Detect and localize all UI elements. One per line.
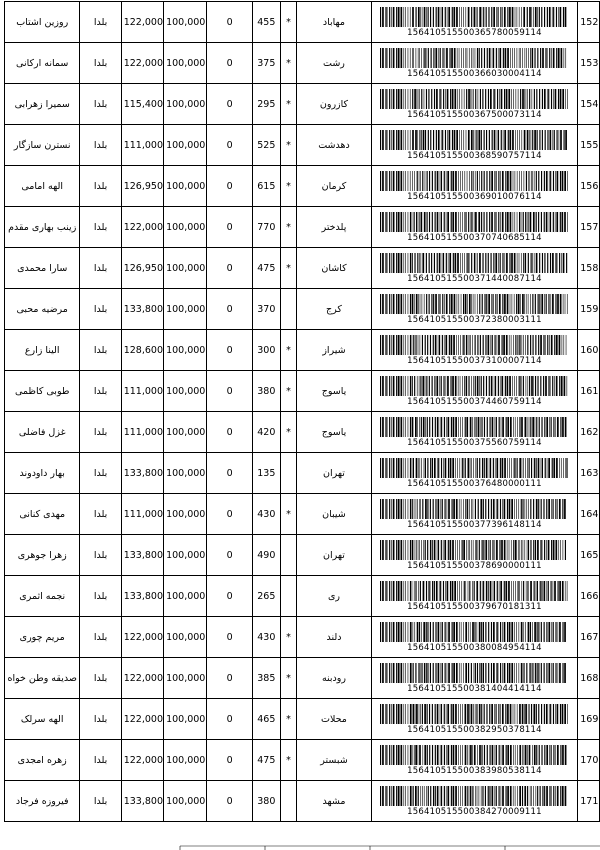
base-amount: 100,000 <box>164 494 207 535</box>
recipient-name: صدیقه وطن خواه <box>5 658 80 699</box>
weight-cell: 525 <box>252 125 280 166</box>
barcode-cell <box>371 576 578 617</box>
barcode-number: 156410515500382950378114 <box>407 724 542 735</box>
barcode-number: 156410515500372380003111 <box>407 314 542 325</box>
flag-cell <box>280 535 297 576</box>
base-amount: 100,000 <box>164 289 207 330</box>
weight-cell: 380 <box>252 781 280 822</box>
barcode-graphic <box>380 704 568 724</box>
flag-cell: * <box>280 371 297 412</box>
city-cell: رشت <box>297 43 371 84</box>
barcode-graphic <box>380 581 568 601</box>
recipient-name: بهار داودوند <box>5 453 80 494</box>
zero-cell: 0 <box>207 2 252 43</box>
row-number: 162 <box>578 412 600 453</box>
zero-cell: 0 <box>207 84 252 125</box>
city-cell: مشهد <box>297 781 371 822</box>
total-amount: 111,000 <box>121 371 163 412</box>
barcode-cell <box>371 412 578 453</box>
row-number: 154 <box>578 84 600 125</box>
barcode-graphic <box>380 499 568 519</box>
recipient-name: الینا زارع <box>5 330 80 371</box>
weight-cell: 385 <box>252 658 280 699</box>
barcode-graphic <box>380 171 568 191</box>
barcode-number: 156410515500368590757114 <box>407 150 542 161</box>
barcode-graphic <box>380 417 568 437</box>
status-cell: بلدا <box>80 576 121 617</box>
weight-cell: 490 <box>252 535 280 576</box>
barcode-graphic <box>380 253 568 273</box>
barcode-number: 156410515500377396148114 <box>407 519 542 530</box>
weight-cell: 370 <box>252 289 280 330</box>
status-cell: بلدا <box>80 412 121 453</box>
total-amount: 133,800 <box>121 453 163 494</box>
zero-cell: 0 <box>207 576 252 617</box>
table-row <box>5 658 600 699</box>
status-cell: بلدا <box>80 43 121 84</box>
total-amount: 122,000 <box>121 658 163 699</box>
flag-cell: * <box>280 494 297 535</box>
base-amount: 100,000 <box>164 412 207 453</box>
row-number: 167 <box>578 617 600 658</box>
zero-cell: 0 <box>207 248 252 289</box>
table-row <box>5 617 600 658</box>
row-number: 165 <box>578 535 600 576</box>
weight-cell: 420 <box>252 412 280 453</box>
flag-cell: * <box>280 740 297 781</box>
table-row <box>5 781 600 822</box>
barcode-cell <box>371 494 578 535</box>
status-cell: بلدا <box>80 248 121 289</box>
city-cell: تهران <box>297 535 371 576</box>
flag-cell: * <box>280 2 297 43</box>
barcode-cell <box>371 535 578 576</box>
barcode-number: 156410515500381404414114 <box>407 683 542 694</box>
total-amount: 133,800 <box>121 535 163 576</box>
row-number: 170 <box>578 740 600 781</box>
barcode-graphic <box>380 745 568 765</box>
weight-cell: 135 <box>252 453 280 494</box>
zero-cell: 0 <box>207 289 252 330</box>
barcode-cell <box>371 781 578 822</box>
table-row <box>5 43 600 84</box>
total-amount: 133,800 <box>121 289 163 330</box>
barcode-graphic <box>380 540 568 560</box>
recipient-name: مریم چوری <box>5 617 80 658</box>
barcode-cell <box>371 371 578 412</box>
recipient-name: سمیرا زهرابی <box>5 84 80 125</box>
barcode-number: 156410515500369010076114 <box>407 191 542 202</box>
total-amount: 122,000 <box>121 740 163 781</box>
zero-cell: 0 <box>207 207 252 248</box>
city-cell: کازرون <box>297 84 371 125</box>
base-amount: 100,000 <box>164 125 207 166</box>
total-amount: 111,000 <box>121 125 163 166</box>
base-amount: 100,000 <box>164 535 207 576</box>
recipient-name: غزل فاضلی <box>5 412 80 453</box>
barcode-number: 156410515500366030004114 <box>407 68 542 79</box>
row-number: 155 <box>578 125 600 166</box>
table-row <box>5 248 600 289</box>
status-cell: بلدا <box>80 658 121 699</box>
table-row <box>5 371 600 412</box>
city-cell: یاسوج <box>297 371 371 412</box>
row-number: 158 <box>578 248 600 289</box>
recipient-name: الهه سرلک <box>5 699 80 740</box>
recipient-name: زهره امجدی <box>5 740 80 781</box>
weight-cell: 300 <box>252 330 280 371</box>
status-cell: بلدا <box>80 740 121 781</box>
zero-cell: 0 <box>207 699 252 740</box>
total-amount: 133,800 <box>121 576 163 617</box>
barcode-cell <box>371 166 578 207</box>
status-cell: بلدا <box>80 207 121 248</box>
barcode-graphic <box>380 458 568 478</box>
recipient-name: سارا محمدی <box>5 248 80 289</box>
barcode-cell <box>371 43 578 84</box>
city-cell: محلات <box>297 699 371 740</box>
barcode-cell <box>371 658 578 699</box>
weight-cell: 380 <box>252 371 280 412</box>
row-number: 163 <box>578 453 600 494</box>
zero-cell: 0 <box>207 658 252 699</box>
zero-cell: 0 <box>207 412 252 453</box>
barcode-number: 156410515500379670181311 <box>407 601 542 612</box>
city-cell: دهدشت <box>297 125 371 166</box>
city-cell: رودبنه <box>297 658 371 699</box>
barcode-number: 156410515500370740685114 <box>407 232 542 243</box>
recipient-name: سمانه ارکانی <box>5 43 80 84</box>
zero-cell: 0 <box>207 371 252 412</box>
total-amount: 126,950 <box>121 248 163 289</box>
flag-cell: * <box>280 617 297 658</box>
table-row <box>5 207 600 248</box>
barcode-graphic <box>380 335 568 355</box>
weight-cell: 265 <box>252 576 280 617</box>
barcode-cell <box>371 453 578 494</box>
recipient-name: مرضیه محبی <box>5 289 80 330</box>
weight-cell: 430 <box>252 494 280 535</box>
barcode-cell <box>371 617 578 658</box>
base-amount: 100,000 <box>164 617 207 658</box>
status-cell: بلدا <box>80 289 121 330</box>
zero-cell: 0 <box>207 453 252 494</box>
page-footer-rule <box>0 844 600 850</box>
table-row <box>5 330 600 371</box>
zero-cell: 0 <box>207 740 252 781</box>
recipient-name: طوبی کاظمی <box>5 371 80 412</box>
table-row <box>5 166 600 207</box>
barcode-number: 156410515500367500073114 <box>407 109 542 120</box>
city-cell: دلند <box>297 617 371 658</box>
zero-cell: 0 <box>207 125 252 166</box>
table-row <box>5 2 600 43</box>
weight-cell: 770 <box>252 207 280 248</box>
base-amount: 100,000 <box>164 576 207 617</box>
barcode-cell <box>371 125 578 166</box>
city-cell: کرج <box>297 289 371 330</box>
table-row <box>5 84 600 125</box>
flag-cell: * <box>280 43 297 84</box>
recipient-name: روزین اشتاب <box>5 2 80 43</box>
barcode-cell <box>371 699 578 740</box>
barcode-number: 156410515500375560759114 <box>407 437 542 448</box>
table-row <box>5 535 600 576</box>
zero-cell: 0 <box>207 494 252 535</box>
total-amount: 111,000 <box>121 494 163 535</box>
table-row <box>5 699 600 740</box>
weight-cell: 375 <box>252 43 280 84</box>
barcode-graphic <box>380 7 568 27</box>
total-amount: 133,800 <box>121 781 163 822</box>
base-amount: 100,000 <box>164 453 207 494</box>
barcode-graphic <box>380 376 568 396</box>
barcode-cell <box>371 330 578 371</box>
row-number: 160 <box>578 330 600 371</box>
row-number: 168 <box>578 658 600 699</box>
flag-cell <box>280 781 297 822</box>
recipient-name: نجمه اثمری <box>5 576 80 617</box>
barcode-cell <box>371 2 578 43</box>
total-amount: 128,600 <box>121 330 163 371</box>
barcode-graphic <box>380 663 568 683</box>
weight-cell: 455 <box>252 2 280 43</box>
table-row <box>5 576 600 617</box>
total-amount: 126,950 <box>121 166 163 207</box>
barcode-graphic <box>380 294 568 314</box>
zero-cell: 0 <box>207 330 252 371</box>
base-amount: 100,000 <box>164 248 207 289</box>
city-cell: ری <box>297 576 371 617</box>
row-number: 166 <box>578 576 600 617</box>
row-number: 159 <box>578 289 600 330</box>
total-amount: 111,000 <box>121 412 163 453</box>
zero-cell: 0 <box>207 535 252 576</box>
recipient-name: زهرا جوهری <box>5 535 80 576</box>
base-amount: 100,000 <box>164 207 207 248</box>
flag-cell <box>280 576 297 617</box>
total-amount: 122,000 <box>121 699 163 740</box>
base-amount: 100,000 <box>164 166 207 207</box>
flag-cell: * <box>280 166 297 207</box>
barcode-number: 156410515500365780059114 <box>407 27 542 38</box>
barcode-graphic <box>380 48 568 68</box>
table-row <box>5 289 600 330</box>
flag-cell <box>280 289 297 330</box>
base-amount: 100,000 <box>164 699 207 740</box>
barcode-number: 156410515500383980538114 <box>407 765 542 776</box>
barcode-cell <box>371 207 578 248</box>
recipient-name: فیروزه فرجاد <box>5 781 80 822</box>
city-cell: شبستر <box>297 740 371 781</box>
base-amount: 100,000 <box>164 781 207 822</box>
barcode-number: 156410515500384270009111 <box>407 806 542 817</box>
barcode-graphic <box>380 130 568 150</box>
row-number: 164 <box>578 494 600 535</box>
barcode-graphic <box>380 786 568 806</box>
row-number: 157 <box>578 207 600 248</box>
flag-cell: * <box>280 84 297 125</box>
barcode-graphic <box>380 89 568 109</box>
status-cell: بلدا <box>80 781 121 822</box>
city-cell: پلدختر <box>297 207 371 248</box>
total-amount: 122,000 <box>121 617 163 658</box>
zero-cell: 0 <box>207 43 252 84</box>
barcode-number: 156410515500376480000111 <box>407 478 542 489</box>
city-cell: مهاباد <box>297 2 371 43</box>
barcode-graphic <box>380 622 568 642</box>
base-amount: 100,000 <box>164 84 207 125</box>
city-cell: کرمان <box>297 166 371 207</box>
base-amount: 100,000 <box>164 371 207 412</box>
city-cell: شیراز <box>297 330 371 371</box>
flag-cell: * <box>280 330 297 371</box>
base-amount: 100,000 <box>164 2 207 43</box>
barcode-cell <box>371 289 578 330</box>
barcode-cell <box>371 248 578 289</box>
flag-cell: * <box>280 125 297 166</box>
zero-cell: 0 <box>207 166 252 207</box>
status-cell: بلدا <box>80 699 121 740</box>
recipient-name: الهه امامی <box>5 166 80 207</box>
status-cell: بلدا <box>80 125 121 166</box>
weight-cell: 475 <box>252 740 280 781</box>
table-row <box>5 740 600 781</box>
city-cell: شیبان <box>297 494 371 535</box>
table-row <box>5 494 600 535</box>
flag-cell: * <box>280 248 297 289</box>
barcode-cell <box>371 84 578 125</box>
row-number: 169 <box>578 699 600 740</box>
weight-cell: 465 <box>252 699 280 740</box>
total-amount: 122,000 <box>121 207 163 248</box>
row-number: 153 <box>578 43 600 84</box>
base-amount: 100,000 <box>164 330 207 371</box>
flag-cell: * <box>280 699 297 740</box>
flag-cell: * <box>280 412 297 453</box>
base-amount: 100,000 <box>164 43 207 84</box>
table-row <box>5 412 600 453</box>
status-cell: بلدا <box>80 330 121 371</box>
recipient-name: مهدی کنانی <box>5 494 80 535</box>
status-cell: بلدا <box>80 617 121 658</box>
barcode-number: 156410515500378690000111 <box>407 560 542 571</box>
weight-cell: 430 <box>252 617 280 658</box>
row-number: 171 <box>578 781 600 822</box>
barcode-number: 156410515500374460759114 <box>407 396 542 407</box>
base-amount: 100,000 <box>164 658 207 699</box>
row-number: 156 <box>578 166 600 207</box>
recipient-name: زینب بهاری مقدم <box>5 207 80 248</box>
table-body <box>5 2 600 822</box>
weight-cell: 295 <box>252 84 280 125</box>
flag-cell: * <box>280 658 297 699</box>
base-amount: 100,000 <box>164 740 207 781</box>
status-cell: بلدا <box>80 371 121 412</box>
barcode-number: 156410515500380084954114 <box>407 642 542 653</box>
city-cell: کاشان <box>297 248 371 289</box>
flag-cell <box>280 453 297 494</box>
weight-cell: 615 <box>252 166 280 207</box>
barcode-number: 156410515500373100007114 <box>407 355 542 366</box>
zero-cell: 0 <box>207 781 252 822</box>
row-number: 152 <box>578 2 600 43</box>
zero-cell: 0 <box>207 617 252 658</box>
status-cell: بلدا <box>80 84 121 125</box>
total-amount: 122,000 <box>121 43 163 84</box>
flag-cell: * <box>280 207 297 248</box>
status-cell: بلدا <box>80 2 121 43</box>
status-cell: بلدا <box>80 166 121 207</box>
city-cell: تهران <box>297 453 371 494</box>
total-amount: 122,000 <box>121 2 163 43</box>
shipment-table <box>4 1 600 822</box>
total-amount: 115,400 <box>121 84 163 125</box>
barcode-cell <box>371 740 578 781</box>
city-cell: یاسوج <box>297 412 371 453</box>
barcode-number: 156410515500371440087114 <box>407 273 542 284</box>
recipient-name: نسترن سازگار <box>5 125 80 166</box>
weight-cell: 475 <box>252 248 280 289</box>
table-row <box>5 453 600 494</box>
table-row <box>5 125 600 166</box>
barcode-graphic <box>380 212 568 232</box>
status-cell: بلدا <box>80 494 121 535</box>
status-cell: بلدا <box>80 535 121 576</box>
row-number: 161 <box>578 371 600 412</box>
status-cell: بلدا <box>80 453 121 494</box>
